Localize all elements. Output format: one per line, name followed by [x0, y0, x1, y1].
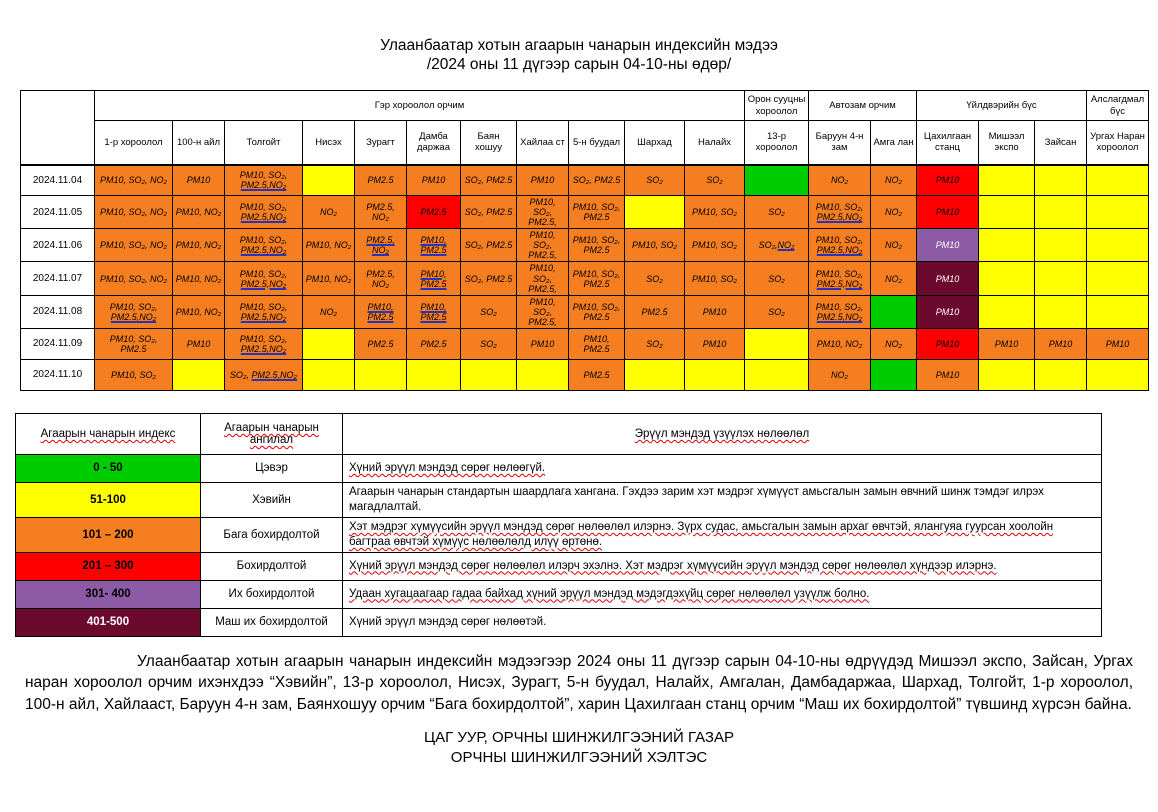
- legend-header-text: Агаарын чанарын индекс: [40, 427, 176, 440]
- aqi-cell: PM10, SO₂, PM2.5: [569, 295, 625, 328]
- aqi-cell: [407, 359, 461, 390]
- aqi-cell: [745, 165, 809, 196]
- aqi-cell: PM2.5: [355, 165, 407, 196]
- legend-range-cell: 401-500: [16, 608, 201, 636]
- aqi-cell: PM2.5, NO₂: [355, 262, 407, 295]
- aqi-cell: [979, 262, 1035, 295]
- aqi-cell: SO₂: [745, 262, 809, 295]
- aqi-cell: PM2.5: [407, 196, 461, 229]
- aqi-cell: PM10, SO₂, PM2.5,: [517, 295, 569, 328]
- date-cell: 2024.11.06: [21, 229, 95, 262]
- aqi-cell: PM2.5: [625, 295, 685, 328]
- legend-table-header: [16, 413, 1102, 454]
- column-header: Амга лан: [871, 121, 917, 165]
- aqi-cell: [625, 359, 685, 390]
- aqi-cell: PM10, SO₂, PM2.5,NO₂: [225, 165, 303, 196]
- legend-effect-cell: [343, 454, 1102, 482]
- aqi-cell: PM10: [917, 328, 979, 359]
- aqi-cell: PM10: [685, 295, 745, 328]
- aqi-cell: [745, 359, 809, 390]
- aqi-cell: SO₂: [461, 328, 517, 359]
- aqi-cell: SO₂, PM2.5: [461, 165, 517, 196]
- aqi-cell: SO₂, PM2.5,NO₂: [225, 359, 303, 390]
- legend-table: [15, 413, 1102, 637]
- aqi-cell: [355, 229, 407, 262]
- tracked-change-text: PM2.5,NO₂: [240, 180, 287, 191]
- aqi-cell: SO₂: [745, 196, 809, 229]
- aqi-cell: SO₂: [625, 328, 685, 359]
- legend-effect-text: Хэт мэдрэг хүмүүсийн эрүүл мэндэд сөрөг нөлөөлөл илэрнэ. Зүрх судас, амьсгалын замын архаг өвчтэй, ялангуяа гуурсан хоолойн багтраа өвчтэй хүмүүс нөлөөлөлд илүү өртөнө.: [349, 520, 1054, 548]
- aqi-cell: PM10: [1035, 328, 1087, 359]
- tracked-change-text: PM2.5, NO₂: [366, 235, 395, 256]
- legend-row: [16, 552, 1102, 580]
- title-line-2: /2024 оны 11 дүгээр сарын 04-10-ны өдөр/: [426, 56, 732, 73]
- aqi-cell: PM10: [979, 328, 1035, 359]
- aqi-cell: [355, 295, 407, 328]
- aqi-cell: [625, 196, 685, 229]
- column-header: 100-н айл: [173, 121, 225, 165]
- aqi-cell: PM10, SO₂, NO₂: [95, 196, 173, 229]
- aqi-cell: PM10: [917, 196, 979, 229]
- aqi-cell: [1087, 196, 1149, 229]
- aqi-table-body: [21, 165, 1149, 391]
- aqi-cell: PM10: [407, 165, 461, 196]
- aqi-cell: PM10: [917, 295, 979, 328]
- legend-row: [16, 454, 1102, 482]
- aqi-cell: [1035, 359, 1087, 390]
- legend-effect-cell: [343, 552, 1102, 580]
- aqi-cell: SO₂: [745, 295, 809, 328]
- legend-category-cell: Бохирдолтой: [201, 552, 343, 580]
- aqi-cell: NO₂: [303, 295, 355, 328]
- summary-paragraph: Улаанбаатар хотын агаарын чанарын индексийн мэдээгээр 2024 оны 11 дүгээр сарын 04-10-ны өдрүүдэд Мишээл экспо, Зайсан, Ургах наран хороолол орчим ихэнхдээ “Хэвийн”, 13-р хороолол, Нисэх, Зурагт, 5-н буудал, Налайх, Амгалан, Дамбадаржаа, Шархад, Толгойт, 1-р хороолол, 100-н айл, Хайлааст, Баруун 4-н зам, Баянхошуу орчим “Бага бохирдолтой”, харин Цахилгаан станц орчим “Маш их бохирдолтой” түвшинд хүрсэн байна.: [25, 652, 1133, 713]
- legend-range-cell: 101 – 200: [16, 517, 201, 552]
- column-header: Ургах Наран хороолол: [1087, 121, 1149, 165]
- table-row: [21, 359, 1149, 390]
- group-header: Автозам орчим: [809, 91, 917, 121]
- footer-line-1: ЦАГ УУР, ОРЧНЫ ШИНЖИЛГЭЭНИЙ ГАЗАР: [423, 729, 734, 747]
- aqi-cell: PM10, SO₂, PM2.5: [569, 196, 625, 229]
- aqi-cell: [1087, 359, 1149, 390]
- aqi-cell: PM10, SO₂, PM2.5,: [517, 262, 569, 295]
- legend-range-cell: 301- 400: [16, 580, 201, 608]
- tracked-change-text: PM2.5,NO₂: [816, 212, 863, 223]
- footer-line-2: ОРЧНЫ ШИНЖИЛГЭЭНИЙ ХЭЛТЭС: [450, 749, 708, 767]
- aqi-cell: [173, 359, 225, 390]
- aqi-cell: PM10: [917, 165, 979, 196]
- tracked-change-text: PM2.5,NO₂: [110, 311, 157, 322]
- legend-effect-text: Хүний эрүүл мэндэд сөрөг нөлөөтэй.: [349, 615, 547, 628]
- aqi-cell: PM10, SO₂: [685, 196, 745, 229]
- aqi-cell: [1087, 229, 1149, 262]
- tracked-change-text: PM10, PM2.5: [420, 301, 447, 322]
- aqi-cell: [355, 359, 407, 390]
- aqi-cell: SO₂, PM2.5: [569, 165, 625, 196]
- tracked-change-text: PM2.5,NO₂: [816, 245, 863, 256]
- aqi-cell: PM10, NO₂: [173, 229, 225, 262]
- aqi-cell: PM10, SO₂, NO₂: [95, 165, 173, 196]
- aqi-cell: PM10, PM2.5: [569, 328, 625, 359]
- legend-category-cell: Цэвэр: [201, 454, 343, 482]
- aqi-cell: [1035, 295, 1087, 328]
- legend-effect-text: Хүний эрүүл мэндэд сөрөг нөлөөгүй.: [349, 461, 546, 474]
- aqi-cell: [1035, 196, 1087, 229]
- tracked-change-text: NO₂: [777, 240, 795, 251]
- column-header: Дамба даржаа: [407, 121, 461, 165]
- aqi-cell: PM10, SO₂, PM2.5,NO₂: [225, 262, 303, 295]
- group-header: Алслагдмал бүс: [1087, 91, 1149, 121]
- aqi-cell: [517, 359, 569, 390]
- aqi-cell: NO₂: [303, 196, 355, 229]
- aqi-table: [20, 90, 1149, 391]
- tracked-change-text: PM2.5,NO₂: [240, 212, 287, 223]
- footer: [0, 728, 1158, 768]
- column-header: Мишээл экспо: [979, 121, 1035, 165]
- aqi-cell: PM10: [517, 328, 569, 359]
- aqi-cell: [685, 359, 745, 390]
- legend-effect-cell: [343, 608, 1102, 636]
- column-header: Хайлаа ст: [517, 121, 569, 165]
- column-header: Толгойт: [225, 121, 303, 165]
- aqi-cell: PM10, SO₂, PM2.5,NO₂: [95, 295, 173, 328]
- aqi-cell: PM10: [917, 229, 979, 262]
- aqi-cell: [1087, 165, 1149, 196]
- tracked-change-text: PM2.5,NO₂: [240, 311, 287, 322]
- legend-effect-cell: [343, 580, 1102, 608]
- legend-row: [16, 580, 1102, 608]
- legend-header-text: Агаарын чанарын ангилал: [224, 421, 319, 446]
- aqi-cell: PM10: [917, 262, 979, 295]
- aqi-cell: [407, 295, 461, 328]
- tracked-change-text: PM2.5,NO₂: [251, 369, 297, 380]
- legend-table-body: [16, 454, 1102, 636]
- column-header: Налайх: [685, 121, 745, 165]
- column-header: 13-р хороолол: [745, 121, 809, 165]
- aqi-cell: PM2.5: [569, 359, 625, 390]
- column-header: Нисэх: [303, 121, 355, 165]
- aqi-cell: PM10, SO₂, PM2.5,NO₂: [809, 295, 871, 328]
- aqi-cell: PM2.5: [355, 328, 407, 359]
- tracked-change-text: PM2.5,NO₂: [240, 278, 287, 289]
- aqi-cell: SO₂, PM2.5: [461, 262, 517, 295]
- legend-effect-text: Удаан хугацаагаар гадаа байхад хүний эрүүл мэндэд мэдэгдэхүйц сөрөг нөлөөлөл үзүүлж болно.: [349, 587, 870, 600]
- aqi-cell: PM10, SO₂, PM2.5,NO₂: [809, 196, 871, 229]
- tracked-change-text: PM10, PM2.5: [420, 235, 447, 256]
- aqi-cell: SO₂: [625, 165, 685, 196]
- aqi-cell: PM10, SO₂, PM2.5,NO₂: [225, 229, 303, 262]
- legend-effect-text: Агаарын чанарын стандартын шаардлага хангана. Гэхдээ зарим хэт мэдрэг хүмүүст амьсгалын замын өвчний шинж тэмдэг илрэх магадлалтай.: [349, 485, 1044, 513]
- tracked-change-text: PM2.5,NO₂: [816, 311, 863, 322]
- table-row: [21, 262, 1149, 295]
- aqi-cell: [979, 295, 1035, 328]
- aqi-cell: PM10, SO₂, PM2.5,: [517, 229, 569, 262]
- table-row: [21, 328, 1149, 359]
- legend-range-cell: 0 - 50: [16, 454, 201, 482]
- aqi-cell: PM10: [917, 359, 979, 390]
- aqi-cell: PM10, NO₂: [173, 262, 225, 295]
- aqi-cell: PM10, NO₂: [809, 328, 871, 359]
- aqi-cell: PM10: [1087, 328, 1149, 359]
- aqi-cell: SO₂: [625, 262, 685, 295]
- aqi-cell: PM10, SO₂, PM2.5,NO₂: [225, 196, 303, 229]
- tracked-change-text: PM10, PM2.5: [420, 268, 447, 289]
- date-cell: 2024.11.08: [21, 295, 95, 328]
- date-cell: 2024.11.05: [21, 196, 95, 229]
- aqi-cell: [303, 359, 355, 390]
- aqi-cell: [407, 229, 461, 262]
- table-row: [21, 295, 1149, 328]
- table-row: [21, 196, 1149, 229]
- aqi-cell: [1087, 295, 1149, 328]
- aqi-cell: NO₂: [871, 328, 917, 359]
- legend-category-cell: Их бохирдолтой: [201, 580, 343, 608]
- aqi-cell: SO₂: [685, 165, 745, 196]
- aqi-cell: PM10, SO₂, PM2.5: [95, 328, 173, 359]
- aqi-cell: PM10, SO₂, NO₂: [95, 262, 173, 295]
- aqi-cell: [979, 359, 1035, 390]
- legend-category-cell: Маш их бохирдолтой: [201, 608, 343, 636]
- group-header: Орон сууцны хороолол: [745, 91, 809, 121]
- column-header: Шархад: [625, 121, 685, 165]
- aqi-cell: PM10, NO₂: [173, 295, 225, 328]
- aqi-cell: [1035, 262, 1087, 295]
- legend-category-cell: Бага бохирдолтой: [201, 517, 343, 552]
- aqi-cell: [1087, 262, 1149, 295]
- date-cell: 2024.11.10: [21, 359, 95, 390]
- tracked-change-text: PM2.5,NO₂: [240, 343, 287, 354]
- aqi-cell: [871, 359, 917, 390]
- aqi-cell: PM10: [517, 165, 569, 196]
- page-title: [0, 0, 1158, 74]
- column-header: Цахилгаан станц: [917, 121, 979, 165]
- aqi-cell: [1035, 165, 1087, 196]
- aqi-cell: NO₂: [809, 165, 871, 196]
- aqi-cell: [979, 229, 1035, 262]
- aqi-cell: [979, 165, 1035, 196]
- legend-row: [16, 517, 1102, 552]
- date-cell: 2024.11.09: [21, 328, 95, 359]
- aqi-cell: PM10, SO₂, PM2.5: [569, 229, 625, 262]
- aqi-cell: PM10, SO₂, PM2.5: [569, 262, 625, 295]
- aqi-cell: PM10, SO₂, PM2.5,NO₂: [809, 262, 871, 295]
- aqi-cell: PM10: [173, 328, 225, 359]
- date-cell: 2024.11.04: [21, 165, 95, 196]
- column-header: 5-н буудал: [569, 121, 625, 165]
- aqi-cell: PM10, SO₂, PM2.5,NO₂: [809, 229, 871, 262]
- aqi-cell: PM10, SO₂, PM2.5,: [517, 196, 569, 229]
- tracked-change-text: PM10, PM2.5: [367, 301, 394, 322]
- aqi-cell: [1035, 229, 1087, 262]
- legend-category-cell: Хэвийн: [201, 482, 343, 517]
- aqi-cell: PM10, SO₂, PM2.5,NO₂: [225, 295, 303, 328]
- corner-cell: [21, 91, 95, 165]
- title-line-1: Улаанбаатар хотын агаарын чанарын индексийн мэдээ: [380, 37, 778, 54]
- aqi-cell: PM10, SO₂, NO₂: [95, 229, 173, 262]
- aqi-cell: PM10: [173, 165, 225, 196]
- legend-range-cell: 51-100: [16, 482, 201, 517]
- legend-effect-cell: [343, 482, 1102, 517]
- aqi-cell: NO₂: [871, 165, 917, 196]
- aqi-cell: SO₂: [461, 295, 517, 328]
- aqi-cell: NO₂: [871, 262, 917, 295]
- aqi-table-header: [21, 91, 1149, 165]
- aqi-cell: PM10: [685, 328, 745, 359]
- aqi-cell: [745, 328, 809, 359]
- legend-header-cell: [201, 413, 343, 454]
- aqi-cell: PM10, SO₂: [685, 262, 745, 295]
- legend-header-cell: [343, 413, 1102, 454]
- column-header: Зайсан: [1035, 121, 1087, 165]
- aqi-cell: NO₂: [871, 196, 917, 229]
- table-row: [21, 165, 1149, 196]
- aqi-cell: PM10, NO₂: [303, 229, 355, 262]
- aqi-cell: [407, 262, 461, 295]
- legend-effect-cell: [343, 517, 1102, 552]
- aqi-cell: SO₂, PM2.5: [461, 196, 517, 229]
- column-header: Зурагт: [355, 121, 407, 165]
- aqi-cell: PM10, NO₂: [303, 262, 355, 295]
- aqi-cell: PM2.5: [407, 328, 461, 359]
- aqi-cell: PM10, SO₂, PM2.5,NO₂: [225, 328, 303, 359]
- aqi-cell: PM10, SO₂: [685, 229, 745, 262]
- column-header: 1-р хороолол: [95, 121, 173, 165]
- group-header: Гэр хороолол орчим: [95, 91, 745, 121]
- group-header: Үйлдвэрийн бүс: [917, 91, 1087, 121]
- legend-effect-text: Хүний эрүүл мэндэд сөрөг нөлөөлөл илэрч эхэлнэ. Хэт мэдрэг хүмүүсийн эрүүл мэндэд сөрөг нөлөөлөл хүндээр илэрнэ.: [349, 559, 997, 572]
- aqi-cell: [871, 295, 917, 328]
- aqi-cell: PM10, SO₂: [625, 229, 685, 262]
- aqi-cell: PM2.5, NO₂: [355, 196, 407, 229]
- tracked-change-text: PM2.5,NO₂: [816, 278, 863, 289]
- aqi-cell: [303, 328, 355, 359]
- aqi-cell: [461, 359, 517, 390]
- aqi-cell: SO₂,NO₂: [745, 229, 809, 262]
- aqi-cell: PM10, NO₂: [173, 196, 225, 229]
- legend-row: [16, 482, 1102, 517]
- aqi-cell: PM10, SO₂: [95, 359, 173, 390]
- column-header: Баян хошуу: [461, 121, 517, 165]
- aqi-cell: SO₂, PM2.5: [461, 229, 517, 262]
- aqi-cell: [979, 196, 1035, 229]
- aqi-cell: NO₂: [871, 229, 917, 262]
- table-row: [21, 229, 1149, 262]
- tracked-change-text: PM2.5,NO₂: [240, 245, 287, 256]
- legend-header-cell: [16, 413, 201, 454]
- aqi-cell: [303, 165, 355, 196]
- column-header: Баруун 4-н зам: [809, 121, 871, 165]
- aqi-cell: NO₂: [809, 359, 871, 390]
- legend-row: [16, 608, 1102, 636]
- legend-range-cell: 201 – 300: [16, 552, 201, 580]
- legend-header-text: Эрүүл мэндэд үзүүлэх нөлөөлөл: [634, 427, 810, 440]
- date-cell: 2024.11.07: [21, 262, 95, 295]
